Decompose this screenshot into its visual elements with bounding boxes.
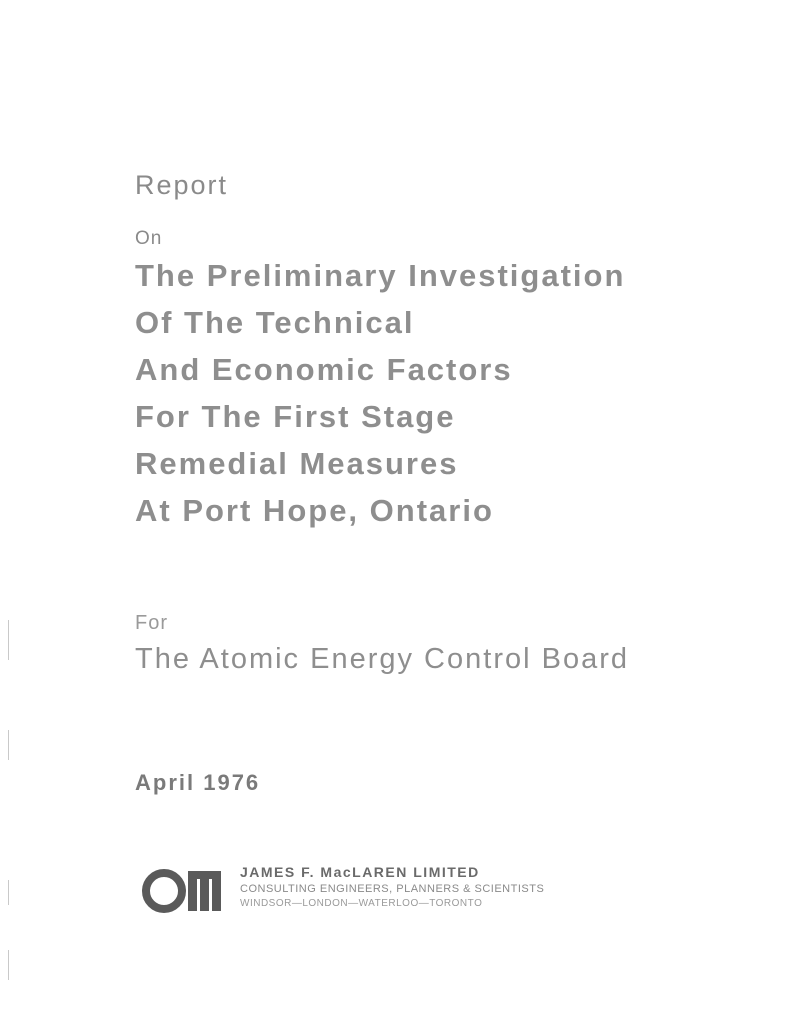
firm-tagline: CONSULTING ENGINEERS, PLANNERS & SCIENTISTS xyxy=(240,883,545,895)
title-line-1: The Preliminary Investigation xyxy=(135,258,626,293)
firm-cities: WINDSOR—LONDON—WATERLOO—TORONTO xyxy=(240,898,483,909)
title-line-4: For The First Stage xyxy=(135,399,456,434)
for-label: For xyxy=(135,612,168,634)
title-line-5: Remedial Measures xyxy=(135,446,459,481)
scan-edge-mark xyxy=(8,620,9,660)
report-heading: Report xyxy=(135,170,229,200)
on-label: On xyxy=(135,228,163,249)
scan-edge-mark xyxy=(8,950,9,980)
title-line-6: At Port Hope, Ontario xyxy=(135,493,494,528)
client-name: The Atomic Energy Control Board xyxy=(135,643,629,675)
report-date: April 1976 xyxy=(135,770,261,795)
firm-logo xyxy=(142,865,230,917)
scan-edge-mark xyxy=(8,880,9,905)
title-line-2: Of The Technical xyxy=(135,305,415,340)
firm-name: JAMES F. MacLAREN LIMITED xyxy=(240,864,480,880)
scan-edge-mark xyxy=(8,730,9,760)
title-line-3: And Economic Factors xyxy=(135,352,513,387)
